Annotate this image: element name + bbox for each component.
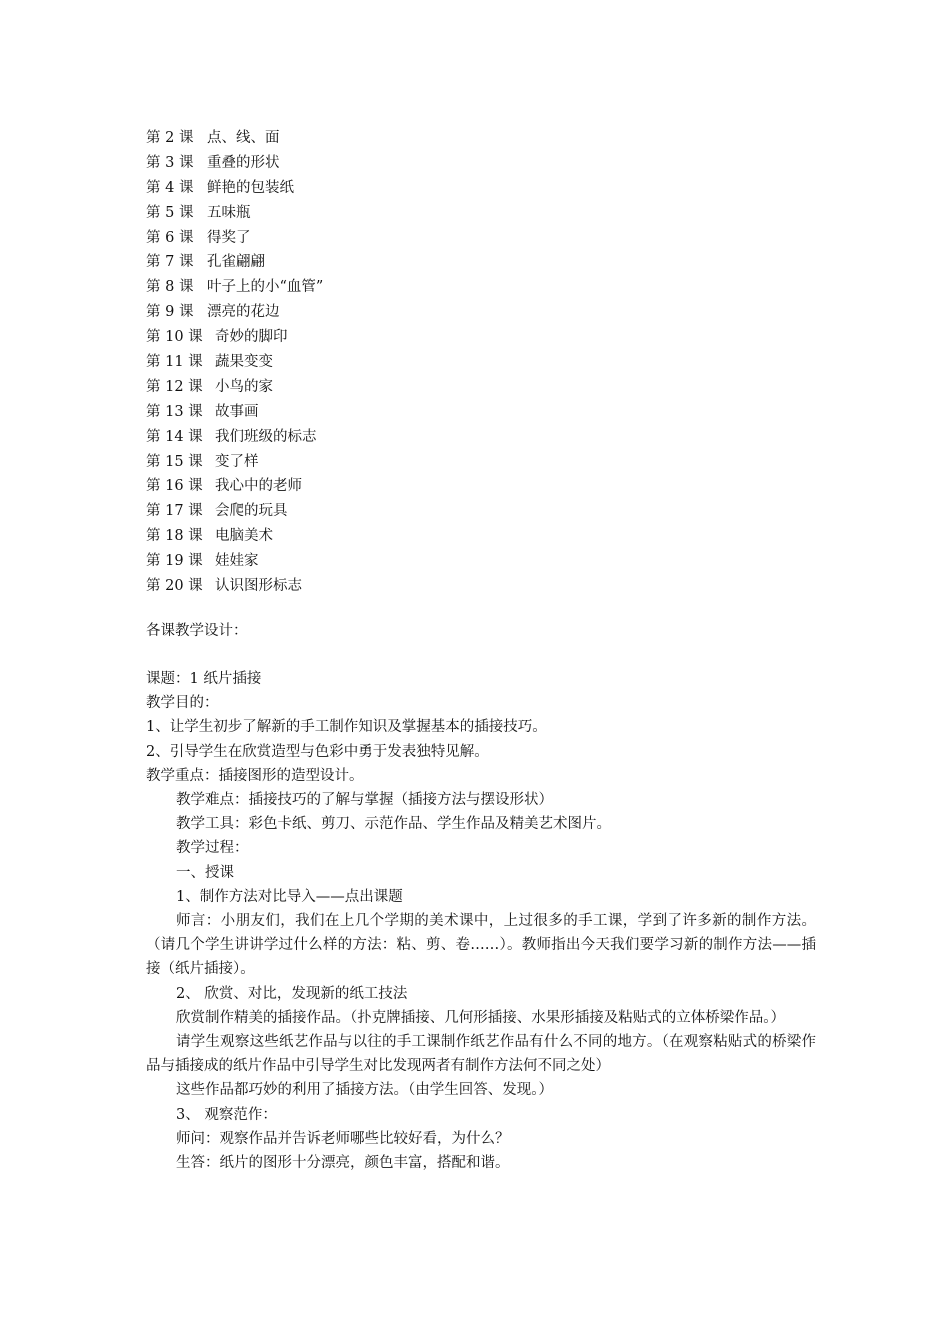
lesson-title: 鲜艳的包装纸 xyxy=(207,179,294,196)
lesson-number: 第 17 课 xyxy=(146,503,203,520)
lesson-item xyxy=(146,574,816,599)
lesson-topic: 课题：1 纸片插接 xyxy=(146,670,262,687)
lesson-item xyxy=(146,325,816,350)
lesson-item xyxy=(146,450,816,475)
step-heading: 2、 欣赏、对比，发现新的纸工技法 xyxy=(176,985,408,1002)
lesson-number: 第 2 课 xyxy=(146,130,194,146)
lesson-number: 第 14 课 xyxy=(146,428,203,445)
lesson-item xyxy=(146,126,816,151)
observation-paragraph: 请学生观察这些纸艺作品与以往的手工课制作纸艺作品有什么不同的地方。（在观察粘贴式的桥梁作品与插接成的纸片作品中引导学生对比发现两者有制作方法何不同之处） xyxy=(146,1033,816,1075)
step-heading: 1、制作方法对比导入——点出课题 xyxy=(176,888,403,905)
objective-item: 1、让学生初步了解新的手工制作知识及掌握基本的插接技巧。 xyxy=(146,719,547,736)
lesson-item xyxy=(146,524,816,549)
lesson-title: 变了样 xyxy=(215,453,259,470)
lesson-title: 点、线、面 xyxy=(207,130,280,146)
objective-item: 2、引导学生在欣赏造型与色彩中勇于发表独特见解。 xyxy=(146,743,489,760)
teacher-question: 师问：观察作品并告诉老师哪些比较好看，为什么？ xyxy=(176,1130,510,1147)
lesson-title: 得奖了 xyxy=(207,229,251,246)
lesson-number: 第 15 课 xyxy=(146,453,203,470)
lesson-number: 第 13 课 xyxy=(146,403,203,420)
teaching-tools: 教学工具：彩色卡纸、剪刀、示范作品、学生作品及精美艺术图片。 xyxy=(176,816,611,833)
lesson-item xyxy=(146,151,816,176)
lesson-title: 娃娃家 xyxy=(215,553,259,570)
lesson-item xyxy=(146,201,816,226)
lesson-item xyxy=(146,499,816,524)
step-heading: 3、 观察范作： xyxy=(176,1106,277,1123)
lesson-title: 电脑美术 xyxy=(215,528,273,545)
difficulty: 教学难点：插接技巧的了解与掌握（插接方法与摆设形状） xyxy=(176,791,553,808)
lesson-title: 小鸟的家 xyxy=(215,378,273,395)
section-heading: 各课教学设计： xyxy=(146,622,248,639)
lesson-item xyxy=(146,400,816,425)
process-label: 教学过程： xyxy=(176,840,249,857)
objectives-label: 教学目的： xyxy=(146,695,219,712)
lesson-number: 第 3 课 xyxy=(146,154,194,171)
lesson-item xyxy=(146,250,816,275)
lesson-item xyxy=(146,425,816,450)
lesson-title: 奇妙的脚印 xyxy=(215,329,288,346)
lesson-item xyxy=(146,375,816,400)
lesson-title: 漂亮的花边 xyxy=(207,304,280,321)
lesson-item xyxy=(146,300,816,325)
lesson-title: 会爬的玩具 xyxy=(215,503,288,520)
lesson-number: 第 9 课 xyxy=(146,304,194,321)
lesson-title: 五味瓶 xyxy=(207,204,251,221)
lesson-number: 第 6 课 xyxy=(146,229,194,246)
lesson-number: 第 10 课 xyxy=(146,329,203,346)
lesson-item xyxy=(146,549,816,574)
lesson-item xyxy=(146,474,816,499)
lesson-title: 重叠的形状 xyxy=(207,154,280,171)
conclusion-line: 这些作品都巧妙的利用了插接方法。（由学生回答、发现。） xyxy=(176,1082,553,1099)
document-content xyxy=(146,126,816,1175)
lesson-list xyxy=(146,126,816,599)
lesson-number: 第 18 课 xyxy=(146,528,203,545)
lesson-title: 孔雀翩翩 xyxy=(207,254,265,271)
lesson-item xyxy=(146,176,816,201)
lesson-number: 第 12 课 xyxy=(146,378,203,395)
lesson-number: 第 7 课 xyxy=(146,254,194,271)
lesson-number: 第 20 课 xyxy=(146,578,203,595)
appreciation-paragraph: 欣赏制作精美的插接作品。（扑克牌插接、几何形插接、水果形插接及粘贴式的立体桥梁作品。） xyxy=(176,1009,785,1026)
lesson-plan xyxy=(146,667,816,1175)
lesson-title: 故事画 xyxy=(215,403,259,420)
lesson-title: 叶子上的小“血管” xyxy=(207,279,324,296)
lesson-title: 我心中的老师 xyxy=(215,478,302,495)
lesson-number: 第 8 课 xyxy=(146,279,194,296)
lesson-item xyxy=(146,275,816,300)
lesson-item xyxy=(146,226,816,251)
part-heading: 一、授课 xyxy=(176,864,234,881)
lesson-title: 我们班级的标志 xyxy=(215,428,317,445)
student-answer: 生答：纸片的图形十分漂亮，颜色丰富，搭配和谐。 xyxy=(176,1154,510,1171)
lesson-title: 认识图形标志 xyxy=(215,578,302,595)
key-point: 教学重点：插接图形的造型设计。 xyxy=(146,767,364,784)
lesson-number: 第 4 课 xyxy=(146,179,194,196)
lesson-title: 蔬果变变 xyxy=(215,354,273,371)
lesson-number: 第 16 课 xyxy=(146,478,203,495)
lesson-number: 第 11 课 xyxy=(146,354,203,371)
lesson-number: 第 19 课 xyxy=(146,553,203,570)
lesson-item xyxy=(146,350,816,375)
teacher-intro-paragraph: 师言：小朋友们，我们在上几个学期的美术课中，上过很多的手工课，学到了许多新的制作方法。（请几个学生讲讲学过什么样的方法：粘、剪、卷……）。教师指出今天我们要学习新的制作方法——插接（纸片插接）。 xyxy=(146,912,816,978)
lesson-number: 第 5 课 xyxy=(146,204,194,221)
